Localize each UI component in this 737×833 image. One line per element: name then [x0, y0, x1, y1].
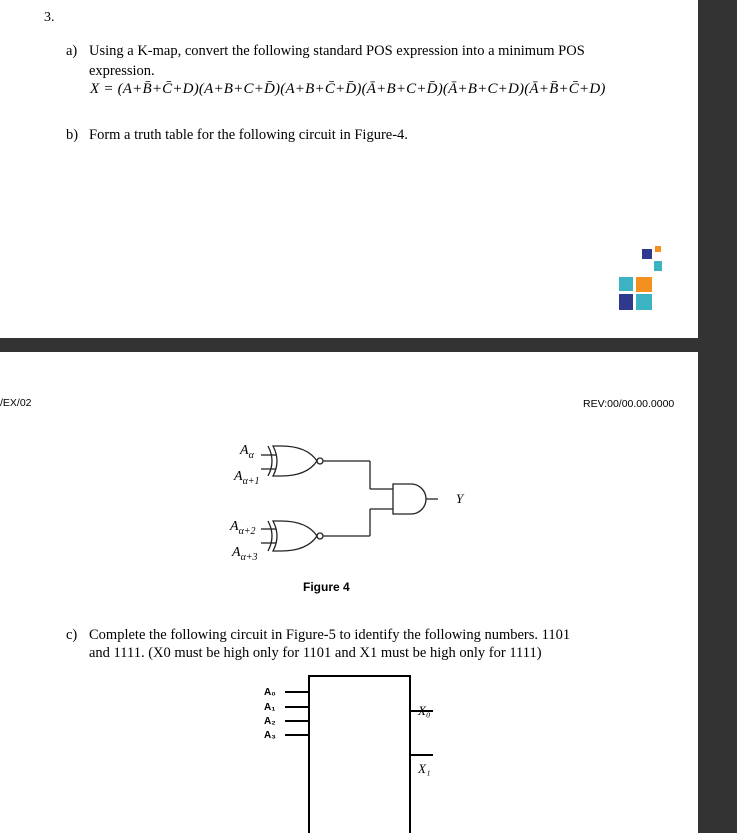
- pin-a2: A₂: [264, 716, 276, 727]
- and-gate: [393, 484, 426, 514]
- right-margin-strip: [698, 0, 737, 833]
- figure4-circuit: [225, 440, 485, 580]
- logo-square-teal-left: [619, 277, 633, 291]
- figure4-caption: Figure 4: [303, 580, 350, 594]
- input-a-alpha-plus-3: $A_{\alpha+3}$: [232, 545, 258, 563]
- logic-block: [309, 676, 410, 833]
- pin-a1: A₁: [264, 702, 276, 713]
- revision-label: REV:00/00.00.0000: [583, 398, 675, 410]
- xnor-gate-top-extra-curve: [268, 446, 272, 476]
- part-c-line1: Complete the following circuit in Figure-5 to identify the following numbers. 1101: [89, 627, 571, 643]
- figure5-circuit: [255, 672, 445, 833]
- doc-code: /EX/02: [0, 397, 32, 409]
- logo-square-blue-top: [642, 249, 652, 259]
- part-a-line1: Using a K-map, convert the following standard POS expression into a minimum POS: [89, 43, 585, 59]
- question-number: 3.: [44, 10, 55, 25]
- xnor-gate-top-bubble: [317, 458, 323, 464]
- pos-equation: [90, 81, 606, 98]
- pos-term: (Ā+B+C+D): [442, 81, 525, 97]
- logo-square-orange: [636, 277, 652, 292]
- pos-term: (A+B+C̄+D̄): [280, 81, 362, 97]
- pin-a3: A₃: [264, 730, 276, 741]
- pin-a0: A₀: [264, 687, 276, 698]
- logo-square-teal-top: [654, 261, 662, 271]
- equation-terms: [118, 81, 606, 97]
- input-a-alpha-plus-2: $A_{\alpha+2}$: [230, 519, 256, 537]
- xnor-gate-bottom-extra-curve: [268, 521, 272, 551]
- input-a-alpha-plus-1: $A_{\alpha+1}$: [234, 469, 260, 487]
- part-b-text: Form a truth table for the following circuit in Figure-4.: [89, 127, 408, 143]
- equation-lhs: X =: [90, 81, 114, 97]
- pos-term: (A+B̄+C̄+D): [117, 81, 199, 97]
- pos-term: (Ā+B+C+D̄): [361, 81, 443, 97]
- output-y-label: Y: [456, 491, 464, 506]
- logo-square-blue-bottom: [619, 294, 633, 310]
- logo: [612, 243, 662, 311]
- output-x0-label: X₀: [418, 703, 431, 718]
- xnor-gate-bottom: [273, 521, 317, 551]
- pos-term: (A+B+C+D̄): [198, 81, 281, 97]
- part-c-label: c): [66, 627, 78, 643]
- part-c-line2: and 1111. (X0 must be high only for 1101 and X1 must be high only for 1111): [89, 645, 542, 661]
- pos-term: (Ā+B̄+C̄+D): [524, 81, 606, 97]
- part-b-label: b): [66, 127, 79, 143]
- output-x1-label: X₁: [418, 761, 431, 776]
- part-a-label: a): [66, 43, 78, 59]
- part-a-line2: expression.: [89, 63, 155, 79]
- xnor-gate-bottom-bubble: [317, 533, 323, 539]
- logo-square-teal-bottom: [636, 294, 652, 310]
- page-separator: [0, 338, 698, 352]
- logo-square-orange-small: [655, 246, 661, 252]
- input-a-alpha: $A_\alpha$: [240, 443, 254, 461]
- xnor-gate-top: [273, 446, 317, 476]
